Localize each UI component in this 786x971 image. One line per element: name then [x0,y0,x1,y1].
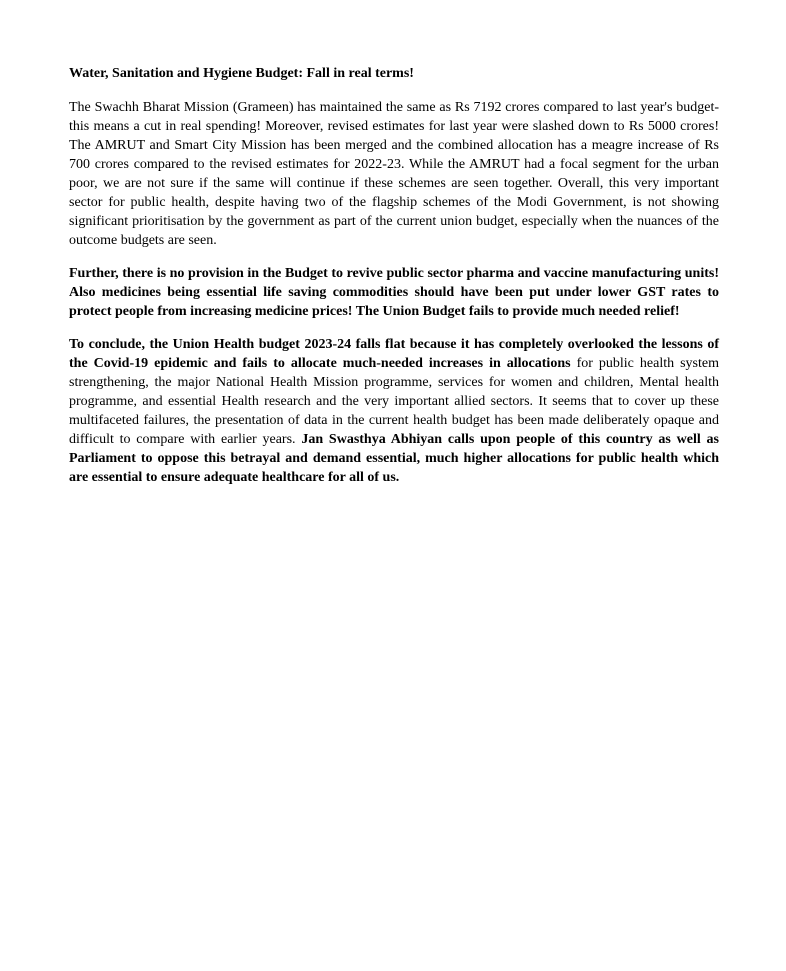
bold-text-run: Further, there is no provision in the Budget to revive public sector pharma and vaccine manufacturing units! Also medicines being essential life saving commodities should have been put under lower GST rates to protect people from increasing medicine prices! The Union Budget fails to provide much needed relief! [69,266,719,319]
document-body [69,98,719,487]
paragraph [69,98,719,250]
text-run: for public health system strengthening, the major National Health Mission programme, services for women and children, Mental health programme, and essential Health research and the very important allied sectors. It seems that to cover up these multifaceted failures, the presentation of data in the current health budget has been made deliberately opaque and difficult to compare with earlier years. [69,356,719,447]
paragraph [69,335,719,487]
bold-text-run: Jan Swasthya Abhiyan calls upon people of this country as well as Parliament to oppose this betrayal and demand essential, much higher allocations for public health which are essential to ensure adequate healthcare for all of us. [69,432,719,485]
bold-text-run: To conclude, the Union Health budget 2023-24 falls flat because it has completely overlooked the lessons of the Covid-19 epidemic and fails to allocate much-needed increases in allocations [69,337,719,371]
text-run: The Swachh Bharat Mission (Grameen) has maintained the same as Rs 7192 crores compared to last year's budget- this means a cut in real spending! Moreover, revised estimates for last year were slashed down to Rs 5000 crores! The AMRUT and Smart City Mission has been merged and the combined allocation has a meagre increase of Rs 700 crores compared to the revised estimates for 2022-23. While the AMRUT had a focal segment for the urban poor, we are not sure if the same will continue if these schemes are seen together. Overall, this very important sector for public health, despite having two of the flagship schemes of the Modi Government, is not showing significant prioritisation by the government as part of the current union budget, especially when the nuances of the outcome budgets are seen. [69,100,719,248]
document-heading: Water, Sanitation and Hygiene Budget: Fall in real terms! [69,66,414,81]
paragraph [69,264,719,321]
